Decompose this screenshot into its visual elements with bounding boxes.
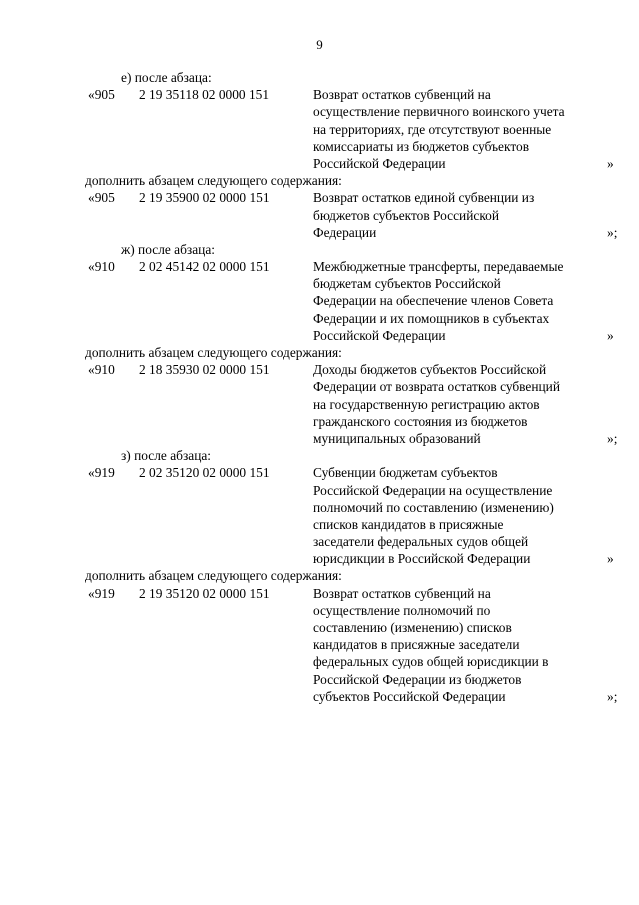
entry-continuation-row [0, 533, 639, 550]
page-number: 9 [316, 37, 323, 52]
entry-description: осуществление полномочий по [313, 602, 491, 618]
add-paragraph-label: дополнить абзацем следующего содержания: [85, 345, 342, 360]
entry-description: муниципальных образований [313, 430, 481, 446]
entry-row [0, 585, 639, 602]
entry-continuation-row [0, 103, 639, 120]
closing-quote: » [607, 551, 614, 567]
after-paragraph-line [0, 447, 639, 464]
admin-code: «910 [88, 259, 115, 275]
entry-description: Доходы бюджетов субъектов Российской [313, 362, 547, 378]
entry-continuation-row [0, 327, 639, 344]
entry-description: Возврат остатков субвенций на [313, 87, 491, 103]
after-paragraph-line [0, 69, 639, 86]
budget-classification-code: 2 19 35120 02 0000 151 [139, 585, 270, 601]
add-paragraph-line [0, 567, 639, 584]
entry-description: заседатели федеральных судов общей [313, 534, 529, 550]
entry-continuation-row [0, 310, 639, 327]
entry-continuation-row [0, 602, 639, 619]
entry-description: на территориях, где отсутствуют военные [313, 121, 552, 137]
document-body [0, 69, 639, 705]
after-paragraph-label: е) после абзаца: [121, 70, 212, 85]
entry-continuation-row [0, 636, 639, 653]
entry-description: Федерации на обеспечение членов Совета [313, 293, 554, 309]
entry-description: Федерации от возврата остатков субвенций [313, 379, 561, 395]
entry-description: кандидатов в присяжные заседатели [313, 637, 520, 653]
closing-quote: » [607, 155, 614, 171]
budget-classification-code: 2 19 35900 02 0000 151 [139, 190, 270, 206]
entry-continuation-row [0, 224, 639, 241]
entry-continuation-row [0, 207, 639, 224]
entry-continuation-row [0, 292, 639, 309]
entry-row [0, 464, 639, 481]
entry-description: Федерации [313, 224, 377, 240]
entry-continuation-row [0, 688, 639, 705]
closing-quote: »; [607, 224, 618, 240]
entry-continuation-row [0, 653, 639, 670]
entry-description: гражданского состояния из бюджетов [313, 413, 528, 429]
entry-continuation-row [0, 396, 639, 413]
entry-continuation-row [0, 121, 639, 138]
entry-continuation-row [0, 138, 639, 155]
add-paragraph-line [0, 344, 639, 361]
entry-continuation-row [0, 671, 639, 688]
entry-description: осуществление первичного воинского учета [313, 104, 565, 120]
entry-description: субъектов Российской Федерации [313, 688, 506, 704]
entry-description: бюджетов субъектов Российской [313, 207, 500, 223]
admin-code: «919 [88, 465, 115, 481]
admin-code: «910 [88, 362, 115, 378]
admin-code: «919 [88, 585, 115, 601]
entry-description: Субвенции бюджетам субъектов [313, 465, 498, 481]
entry-description: составлению (изменению) списков [313, 620, 512, 635]
entry-continuation-row [0, 413, 639, 430]
entry-continuation-row [0, 378, 639, 395]
add-paragraph-label: дополнить абзацем следующего содержания: [85, 173, 342, 189]
entry-continuation-row [0, 619, 639, 636]
after-paragraph-label: з) после абзаца: [121, 448, 212, 464]
entry-description: юрисдикции в Российской Федерации [313, 551, 531, 567]
entry-description: Российской Федерации из бюджетов [313, 671, 522, 687]
add-paragraph-label: дополнить абзацем следующего содержания: [85, 568, 342, 584]
budget-classification-code: 2 02 35120 02 0000 151 [139, 465, 270, 481]
entry-continuation-row [0, 275, 639, 292]
budget-classification-code: 2 18 35930 02 0000 151 [139, 362, 270, 378]
entry-continuation-row [0, 550, 639, 567]
budget-classification-code: 2 02 45142 02 0000 151 [139, 259, 270, 275]
entry-continuation-row [0, 155, 639, 172]
add-paragraph-line [0, 172, 639, 189]
entry-description: Федерации и их помощников в субъектах [313, 310, 550, 326]
entry-description: бюджетам субъектов Российской [313, 276, 501, 292]
closing-quote: » [607, 327, 614, 343]
admin-code: «905 [88, 190, 115, 206]
entry-description: списков кандидатов в присяжные [313, 516, 504, 532]
entry-description: Российской Федерации на осуществление [313, 482, 553, 498]
closing-quote: »; [607, 688, 618, 704]
entry-row [0, 189, 639, 206]
entry-continuation-row [0, 482, 639, 499]
entry-description: на государственную регистрацию актов [313, 396, 540, 412]
entry-row [0, 86, 639, 103]
entry-continuation-row [0, 516, 639, 533]
entry-description: Межбюджетные трансферты, передаваемые [313, 259, 564, 275]
entry-row [0, 258, 639, 275]
admin-code: «905 [88, 87, 115, 103]
closing-quote: »; [607, 430, 618, 446]
entry-row [0, 361, 639, 378]
entry-continuation-row [0, 499, 639, 516]
entry-description: Российской Федерации [313, 155, 446, 171]
entry-description: Возврат остатков единой субвенции из [313, 190, 535, 206]
entry-continuation-row [0, 430, 639, 447]
after-paragraph-label: ж) после абзаца: [121, 241, 215, 257]
after-paragraph-line [0, 241, 639, 258]
entry-description: Возврат остатков субвенций на [313, 585, 491, 601]
entry-description: полномочий по составлению (изменению) [313, 499, 554, 515]
entry-description: комиссариаты из бюджетов субъектов [313, 138, 530, 154]
entry-description: федеральных судов общей юрисдикции в [313, 654, 549, 670]
budget-classification-code: 2 19 35118 02 0000 151 [139, 87, 270, 103]
entry-description: Российской Федерации [313, 327, 446, 343]
